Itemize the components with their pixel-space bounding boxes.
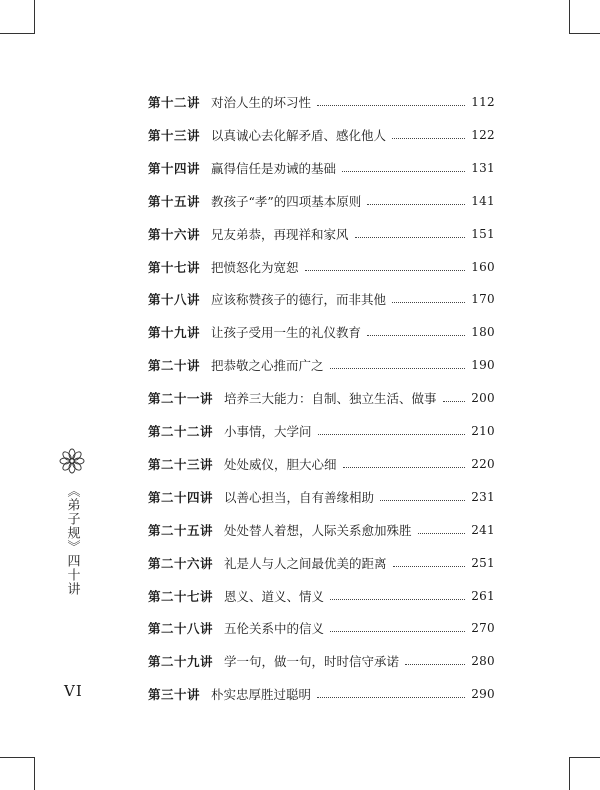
toc-page-number: 270 xyxy=(471,621,495,636)
toc-entry[interactable] xyxy=(148,257,495,277)
toc-entry[interactable] xyxy=(148,520,495,540)
toc-lecture-title: 培养三大能力：自制、独立生活、做事 xyxy=(224,391,437,407)
toc-entry[interactable] xyxy=(148,553,495,573)
toc-dot-leader xyxy=(330,630,465,632)
toc-page-number: 170 xyxy=(471,292,495,307)
toc-lecture-title: 礼是人与人之间最优美的距离 xyxy=(224,555,387,571)
toc-lecture-title: 五伦关系中的信义 xyxy=(224,621,325,637)
toc-entry[interactable] xyxy=(148,355,495,375)
toc-dot-leader xyxy=(317,104,465,106)
toc-lecture-number: 第二十六讲 xyxy=(148,555,214,571)
toc-entry[interactable] xyxy=(148,388,495,408)
toc-entry[interactable] xyxy=(148,322,495,342)
crop-mark-top-left-h xyxy=(0,33,34,34)
toc-lecture-title: 处处威仪，胆大心细 xyxy=(224,456,337,472)
toc-lecture-number: 第十八讲 xyxy=(148,292,201,308)
toc-page-number: 251 xyxy=(471,555,495,570)
toc-page-number: 290 xyxy=(471,687,495,702)
toc-dot-leader xyxy=(393,565,466,567)
toc-dot-leader xyxy=(355,236,466,238)
toc-page-number: 160 xyxy=(471,259,495,274)
crop-mark-bottom-right-h xyxy=(569,757,600,758)
toc-entry[interactable] xyxy=(148,651,495,671)
toc-dot-leader xyxy=(380,499,465,501)
toc-page-number: 141 xyxy=(471,193,495,208)
toc-lecture-title: 小事情，大学问 xyxy=(224,424,312,439)
toc-page-number: 151 xyxy=(471,226,495,241)
toc-dot-leader xyxy=(392,301,465,303)
book-series-title: 《弟子规》四十讲 xyxy=(64,484,80,596)
toc-lecture-title: 把愤怒化为宽恕 xyxy=(211,259,299,275)
toc-lecture-title: 教孩子“孝”的四项基本原则 xyxy=(211,193,362,209)
crop-mark-bottom-left-v xyxy=(34,757,35,790)
crop-mark-bottom-right-v xyxy=(569,757,570,790)
toc-lecture-number: 第二十七讲 xyxy=(148,588,214,604)
toc-lecture-title: 处处替人着想，人际关系愈加殊胜 xyxy=(224,522,412,538)
toc-lecture-number: 第二十四讲 xyxy=(148,489,214,505)
toc-entry[interactable] xyxy=(148,586,495,606)
toc-page-number: 122 xyxy=(471,127,495,142)
toc-dot-leader xyxy=(305,269,466,271)
toc-entry[interactable] xyxy=(148,289,495,309)
toc-lecture-number: 第二十一讲 xyxy=(148,391,214,407)
toc-lecture-number: 第十三讲 xyxy=(148,127,201,143)
crop-mark-top-right-v xyxy=(569,0,570,34)
toc-lecture-title: 朴实忠厚胜过聪明 xyxy=(211,687,312,703)
toc-lecture-title: 让孩子受用一生的礼仪教育 xyxy=(211,325,362,341)
toc-lecture-number: 第二十八讲 xyxy=(148,621,214,637)
toc-dot-leader xyxy=(443,400,466,402)
toc-lecture-title: 赢得信任是劝诫的基础 xyxy=(211,160,337,176)
toc-lecture-number: 第二十九讲 xyxy=(148,654,214,670)
toc-lecture-title: 把恭敬之心推而广之 xyxy=(211,358,324,374)
toc-lecture-number: 第二十二讲 xyxy=(148,424,214,439)
toc-entry[interactable] xyxy=(148,191,495,211)
toc-page-number: 180 xyxy=(471,325,495,340)
toc-lecture-title: 应该称赞孩子的德行，而非其他 xyxy=(211,292,387,308)
toc-entry[interactable] xyxy=(148,224,495,244)
toc-lecture-number: 第十九讲 xyxy=(148,325,201,341)
toc-page-number: 261 xyxy=(471,588,495,603)
toc-lecture-number: 第十二讲 xyxy=(148,95,201,110)
toc-entry[interactable] xyxy=(148,618,495,638)
toc-entry[interactable] xyxy=(148,92,495,112)
toc-lecture-number: 第十七讲 xyxy=(148,259,201,275)
toc-lecture-title: 兄友弟恭，再现祥和家风 xyxy=(211,226,349,242)
toc-lecture-number: 第十四讲 xyxy=(148,160,201,176)
crop-mark-top-right-h xyxy=(569,33,600,34)
toc-lecture-number: 第三十讲 xyxy=(148,687,201,703)
toc-dot-leader xyxy=(392,137,465,139)
toc-entry[interactable] xyxy=(148,158,495,178)
crop-mark-top-left-v xyxy=(34,0,35,34)
toc-lecture-title: 学一句，做一句，时时信守承诺 xyxy=(224,654,400,670)
toc-entry[interactable] xyxy=(148,125,495,145)
toc-dot-leader xyxy=(330,598,465,600)
toc-dot-leader xyxy=(318,433,466,435)
toc-lecture-number: 第二十三讲 xyxy=(148,456,214,472)
toc-dot-leader xyxy=(330,367,466,369)
toc-page-number: 200 xyxy=(471,391,495,406)
toc-dot-leader xyxy=(317,696,465,698)
toc-page-number: 241 xyxy=(471,522,495,537)
toc-page-number: 131 xyxy=(471,160,495,175)
toc-dot-leader xyxy=(367,203,465,205)
toc-entry[interactable] xyxy=(148,421,495,441)
toc-entry[interactable] xyxy=(148,487,495,507)
toc-lecture-number: 第二十五讲 xyxy=(148,522,214,538)
crop-mark-bottom-left-h xyxy=(0,757,34,758)
toc-page-number: 220 xyxy=(471,456,495,471)
toc-lecture-title: 对治人生的坏习性 xyxy=(211,95,312,110)
toc-entry[interactable] xyxy=(148,684,495,704)
toc-page-number: 190 xyxy=(471,358,495,373)
toc-lecture-number: 第十六讲 xyxy=(148,226,201,242)
toc-page-number: 280 xyxy=(471,654,495,669)
toc-lecture-number: 第十五讲 xyxy=(148,193,201,209)
toc-dot-leader xyxy=(418,532,466,534)
toc-entry[interactable] xyxy=(148,454,495,474)
toc-page-number: 112 xyxy=(471,95,495,109)
page-folio: VI xyxy=(64,682,83,700)
toc-dot-leader xyxy=(405,663,465,665)
toc-page-number: 231 xyxy=(471,489,495,504)
toc-dot-leader xyxy=(342,170,465,172)
toc-lecture-title: 恩义、道义、情义 xyxy=(224,588,325,604)
toc-dot-leader xyxy=(343,466,466,468)
toc-lecture-title: 以善心担当，自有善缘相助 xyxy=(224,489,375,505)
toc-lecture-title: 以真诚心去化解矛盾、感化他人 xyxy=(211,127,387,143)
toc-dot-leader xyxy=(367,334,465,336)
side-running-title xyxy=(57,448,87,596)
toc-lecture-number: 第二十讲 xyxy=(148,358,201,374)
flower-ornament-icon xyxy=(59,448,85,474)
toc-page-number: 210 xyxy=(471,424,495,438)
